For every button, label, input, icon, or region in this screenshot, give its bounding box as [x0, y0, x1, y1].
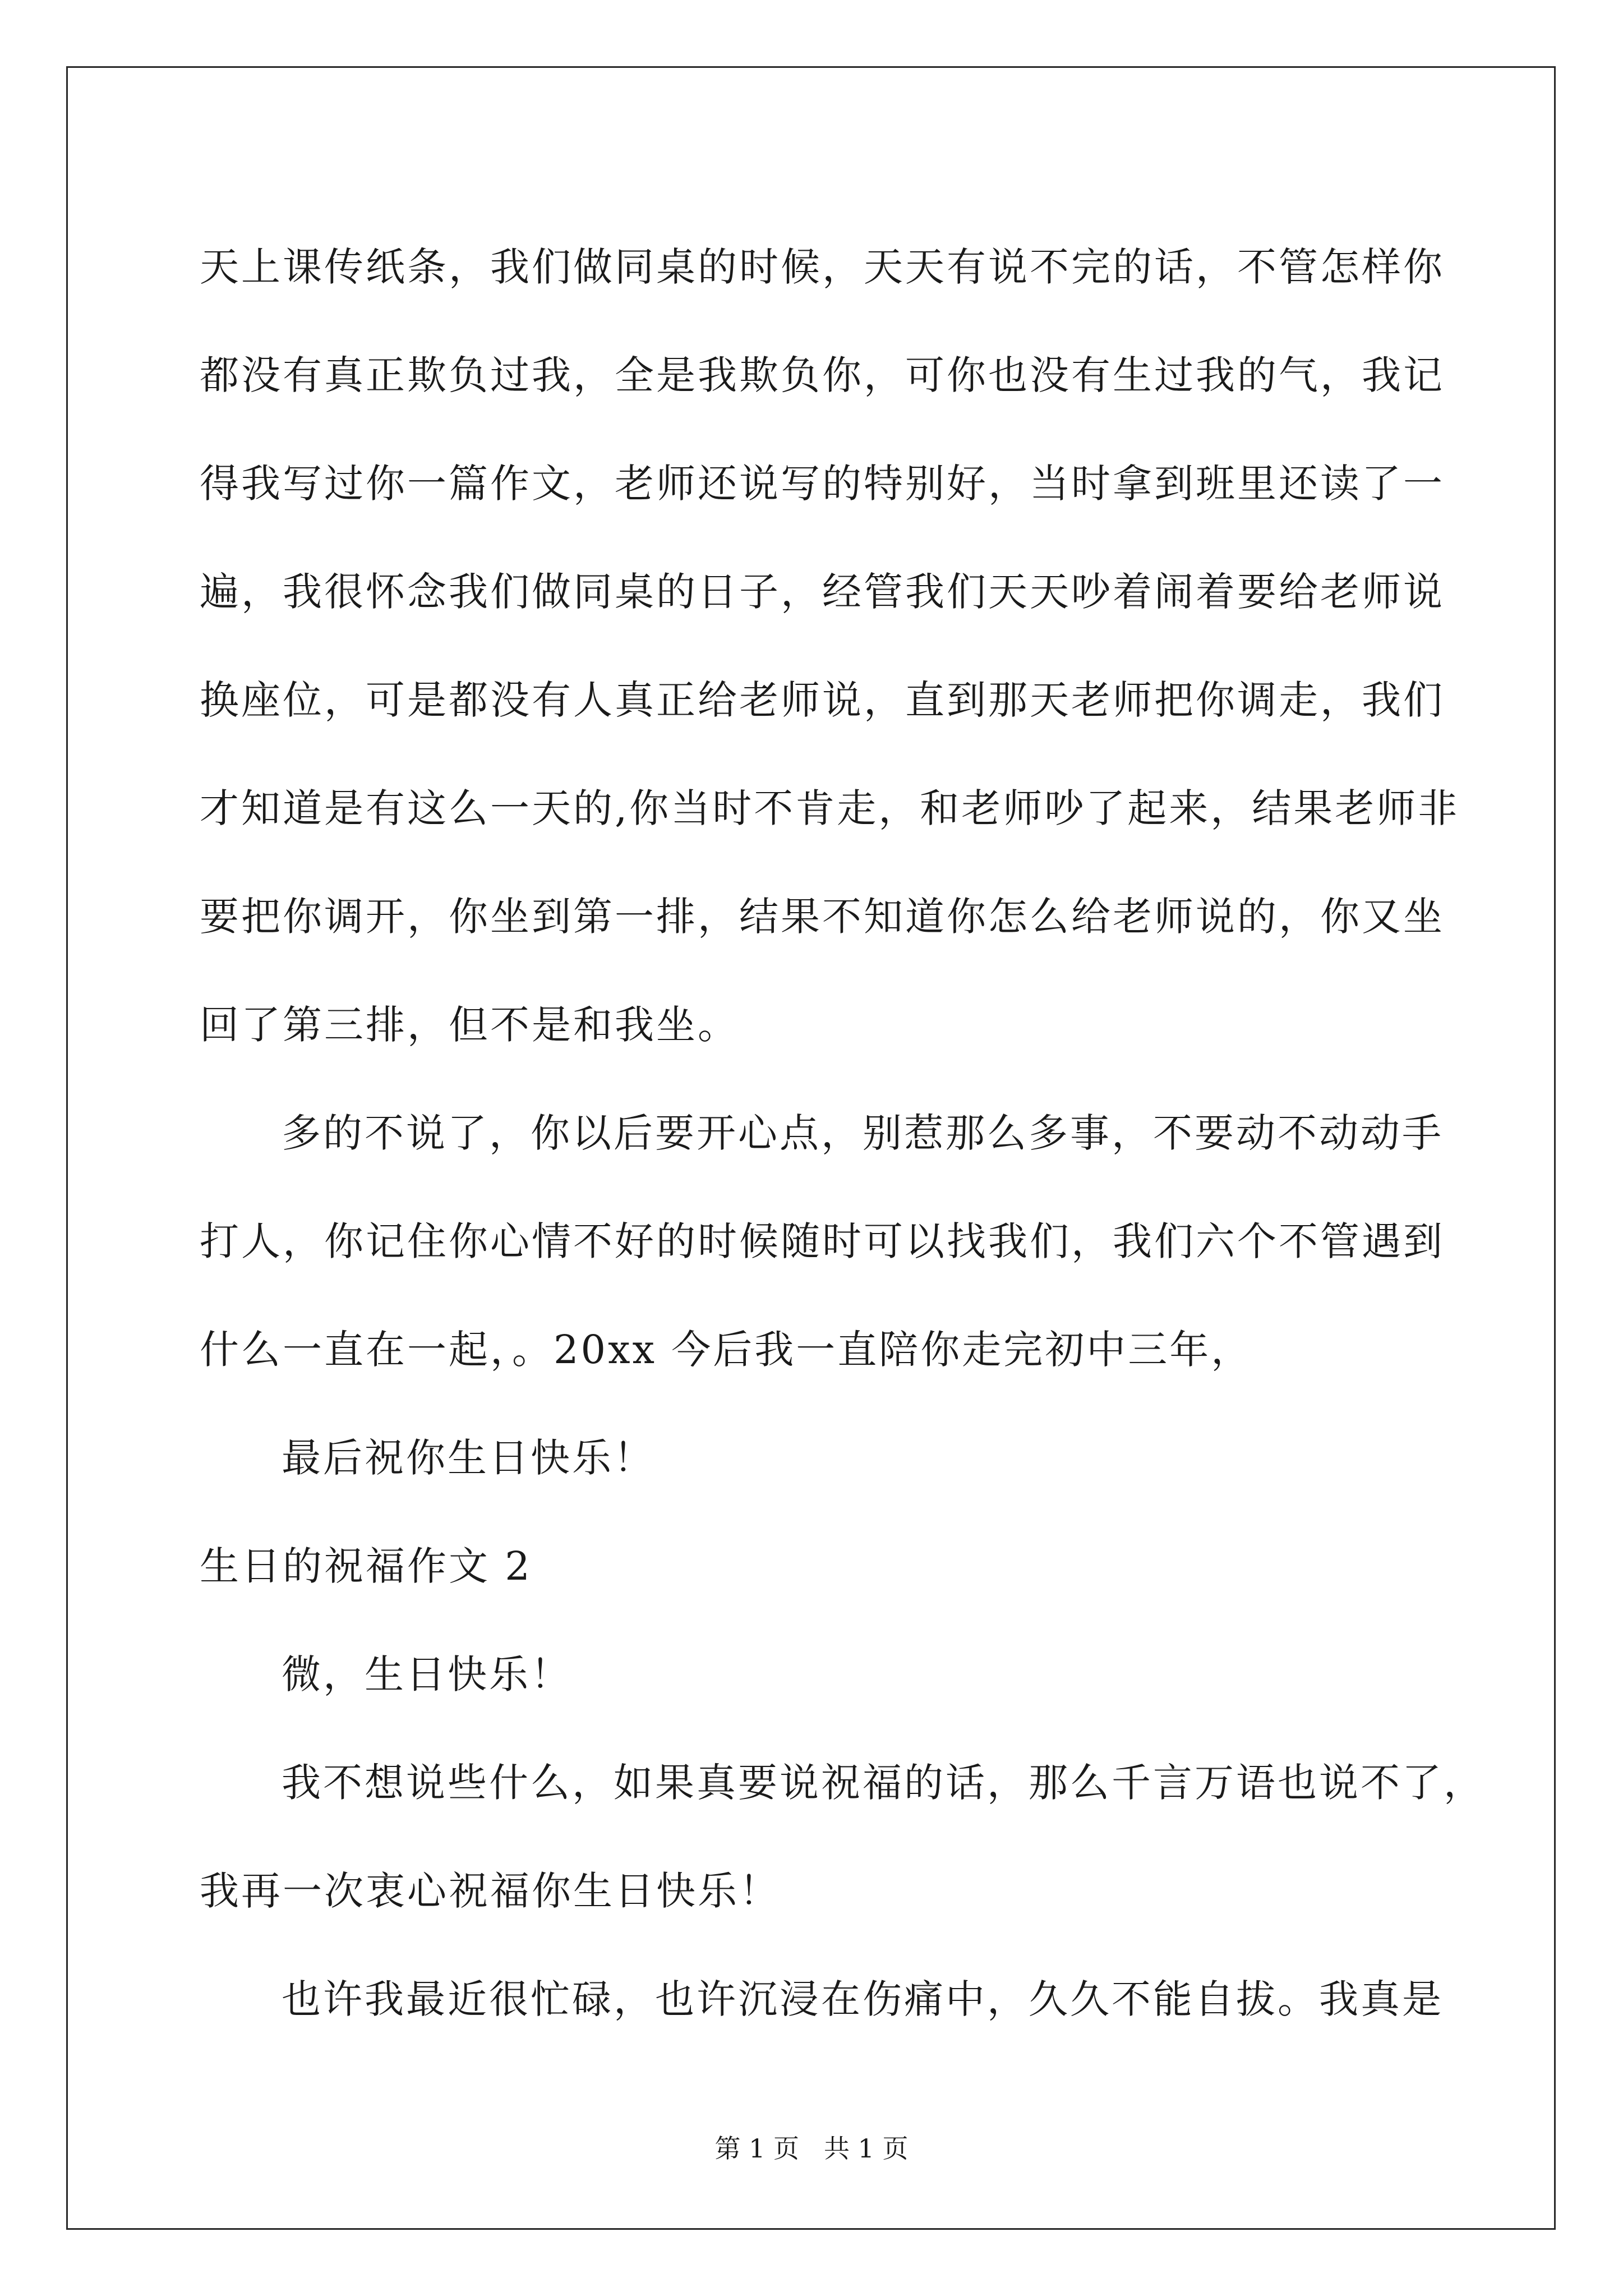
paragraph-start-line: 微，生日快乐！ — [282, 1651, 572, 1697]
paragraph-start-line: 多的不说了，你以后要开心点，别惹那么多事，不要动不动动手 — [282, 1110, 1444, 1156]
text-line: 遍，我很怀念我们做同桌的日子，经管我们天天吵着闹着要给老师说 — [200, 569, 1445, 615]
paragraph-start-line: 也许我最近很忙碌，也许沉浸在伤痛中，久久不能自拔。我真是 — [282, 1976, 1444, 2022]
document-body — [200, 213, 1485, 2054]
paragraph-start-line: 最后祝你生日快乐！ — [282, 1435, 655, 1481]
page-number: 第 1 页 — [714, 2133, 799, 2164]
page-footer — [0, 2132, 1623, 2165]
paragraph-start-line: 我不想说些什么，如果真要说祝福的话，那么千言万语也说不了， — [282, 1760, 1485, 1806]
text-line: 才知道是有这么一天的,你当时不肯走，和老师吵了起来，结果老师非 — [200, 785, 1460, 831]
text-line: 得我写过你一篇作文，老师还说写的特别好，当时拿到班里还读了一 — [200, 461, 1445, 507]
text-line: 要把你调开，你坐到第一排，结果不知道你怎么给老师说的，你又坐 — [200, 894, 1445, 940]
text-line: 换座位，可是都没有人真正给老师说，直到那天老师把你调走，我们 — [200, 677, 1445, 723]
section-heading: 生日的祝福作文 2 — [200, 1543, 532, 1589]
text-line: 我再一次衷心祝福你生日快乐！ — [200, 1868, 781, 1914]
text-line: 天上课传纸条，我们做同桌的时候，天天有说不完的话，不管怎样你 — [200, 244, 1445, 290]
text-line: 打人，你记住你心情不好的时候随时可以找我们，我们六个不管遇到 — [200, 1218, 1445, 1264]
text-line: 回了第三排，但不是和我坐。 — [200, 1002, 739, 1048]
page-total: 共 1 页 — [824, 2133, 909, 2164]
text-line: 什么一直在一起，。20xx 今后我一直陪你走完初中三年， — [200, 1327, 1253, 1373]
text-line: 都没有真正欺负过我，全是我欺负你，可你也没有生过我的气，我记 — [200, 352, 1445, 398]
